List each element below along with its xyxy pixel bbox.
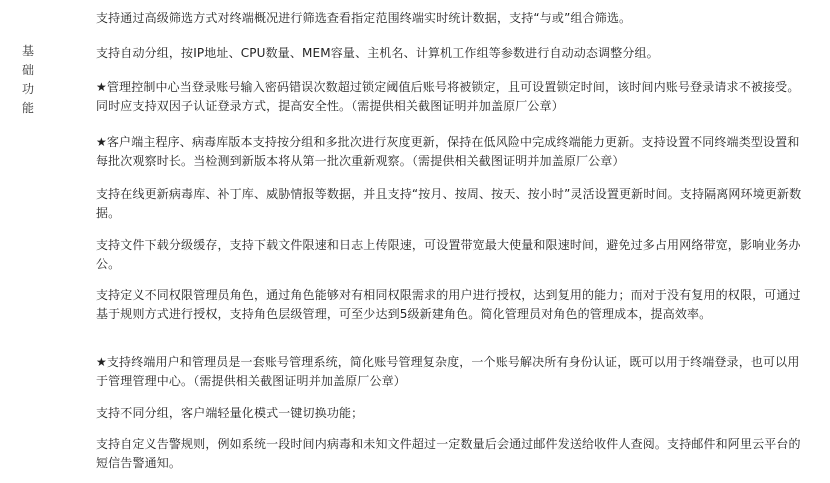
requirement-paragraph: 支持在线更新病毒库、补丁库、威胁情报等数据，并且支持“按月、按周、按天、按小时”灵活设置更新时间。支持隔离网环境更新数据。 (96, 187, 802, 220)
section-label-char: 础 (21, 63, 34, 77)
requirement-paragraph: 支持自动分组，按IP地址、CPU数量、MEM容量、主机名、计算机工作组等参数进行自动动态调整分组。 (96, 46, 659, 60)
section-label-char: 能 (21, 101, 34, 115)
section-label-char: 基 (21, 44, 34, 58)
requirement-paragraph: 支持通过高级筛选方式对终端概况进行筛选查看指定范围终端实时统计数据，支持“与或”组合筛选。 (96, 11, 632, 25)
requirement-paragraph: 支持定义不同权限管理员角色，通过角色能够对有相同权限需求的用户进行授权，达到复用的能力；而对于没有复用的权限，可通过基于规则方式进行授权，支持角色层级管理，可至少达到5级新建角色。简化管理员对角色的管理成本，提高效率。 (96, 288, 801, 321)
section-label-basic-functions (20, 42, 36, 118)
requirement-paragraph: 支持文件下载分级缓存，支持下载文件限速和日志上传限速，可设置带宽最大使量和限速时间，避免过多占用网络带宽，影响业务办公。 (96, 238, 801, 271)
requirement-paragraph: ★管理控制中心当登录账号输入密码错误次数超过锁定阈值后账号将被锁定，且可设置锁定时间，该时间内账号登录请求不被接受。同时应支持双因子认证登录方式，提高安全性。（需提供相关截图证明并加盖原厂公章） (96, 80, 800, 113)
requirement-paragraph: 支持不同分组，客户端轻量化模式一键切换功能； (96, 406, 364, 420)
section-label-char: 功 (21, 82, 34, 96)
requirement-paragraph: ★客户端主程序、病毒库版本支持按分组和多批次进行灰度更新，保持在低风险中完成终端能力更新。支持设置不同终端类型设置和每批次观察时长。当检测到新版本将从第一批次重新观察。（需提供相关截图证明并加盖原厂公章） (96, 135, 800, 168)
requirement-paragraph: 支持自定义告警规则，例如系统一段时间内病毒和未知文件超过一定数量后会通过邮件发送给收件人查阅。支持邮件和阿里云平台的短信告警通知。 (96, 437, 801, 470)
requirement-paragraph: ★支持终端用户和管理员是一套账号管理系统，简化账号管理复杂度，一个账号解决所有身份认证，既可以用于终端登录，也可以用于管理管理中心。（需提供相关截图证明并加盖原厂公章） (96, 355, 800, 388)
